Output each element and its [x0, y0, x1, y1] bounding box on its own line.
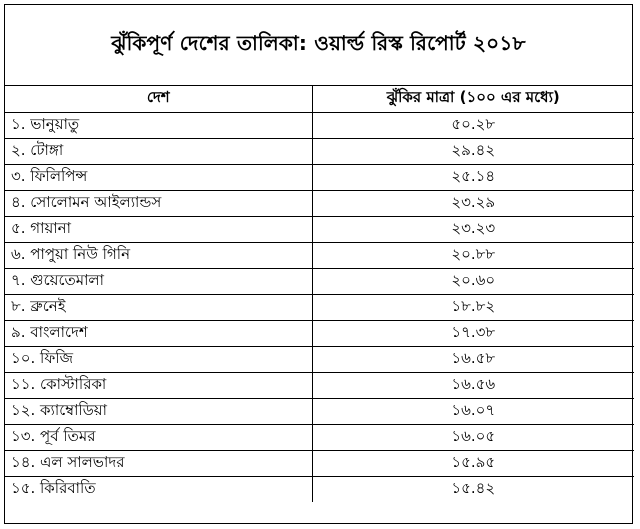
table-row	[5, 164, 634, 190]
risk-cell: ২৫.১৪	[312, 164, 634, 190]
table-title: ঝুঁকিপূর্ণ দেশের তালিকা: ওয়ার্ল্ড রিস্ক রিপোর্ট ২০১৮	[111, 30, 526, 55]
country-cell: ৭. গুয়েতেমালা	[5, 268, 312, 294]
country-cell: ৫. গায়ানা	[5, 216, 312, 242]
table-row	[5, 450, 634, 476]
risk-cell: ১৬.০৫	[312, 424, 634, 450]
table-row	[5, 216, 634, 242]
table-row	[5, 190, 634, 216]
header-country: দেশ	[5, 86, 312, 112]
country-cell: ১২. ক্যাম্বোডিয়া	[5, 398, 312, 424]
risk-cell: ১৫.৪২	[312, 476, 634, 502]
country-cell: ৩. ফিলিপিন্স	[5, 164, 312, 190]
country-cell: ১০. ফিজি	[5, 346, 312, 372]
risk-cell: ১৬.৫৬	[312, 372, 634, 398]
country-cell: ৬. পাপুয়া নিউ গিনি	[5, 242, 312, 268]
table-row	[5, 398, 634, 424]
table-row	[5, 294, 634, 320]
table-row	[5, 372, 634, 398]
country-cell: ১১. কোস্টারিকা	[5, 372, 312, 398]
risk-cell: ১৬.০৭	[312, 398, 634, 424]
table-row	[5, 424, 634, 450]
country-cell: ৯. বাংলাদেশ	[5, 320, 312, 346]
risk-cell: ২৩.২৩	[312, 216, 634, 242]
header-risk: ঝুঁকির মাত্রা (১০০ এর মধ্যে)	[312, 86, 634, 112]
country-cell: ৪. সোলোমন আইল্যান্ডস	[5, 190, 312, 216]
risk-cell: ২০.৮৮	[312, 242, 634, 268]
title-box	[5, 5, 632, 86]
risk-cell: ২৩.২৯	[312, 190, 634, 216]
table-row	[5, 320, 634, 346]
table-row	[5, 346, 634, 372]
table-row	[5, 476, 634, 502]
risk-cell: ৫০.২৮	[312, 112, 634, 138]
table-row	[5, 138, 634, 164]
table-row	[5, 242, 634, 268]
header-row	[5, 86, 634, 112]
country-cell: ১৩. পূর্ব তিমর	[5, 424, 312, 450]
risk-cell: ১৬.৫৮	[312, 346, 634, 372]
table-row	[5, 268, 634, 294]
risk-cell: ১৮.৮২	[312, 294, 634, 320]
risk-cell: ২০.৬০	[312, 268, 634, 294]
country-cell: ৮. ব্রুনেই	[5, 294, 312, 320]
risk-cell: ১৭.৩৮	[312, 320, 634, 346]
risk-cell: ১৫.৯৫	[312, 450, 634, 476]
country-cell: ১৫. কিরিবাতি	[5, 476, 312, 502]
risk-cell: ২৯.৪২	[312, 138, 634, 164]
country-cell: ১. ভানুয়াতু	[5, 112, 312, 138]
table-row	[5, 112, 634, 138]
country-cell: ২. টোঙ্গা	[5, 138, 312, 164]
risk-table-document	[4, 4, 633, 524]
risk-table	[5, 86, 634, 502]
country-cell: ১৪. এল সালভাদর	[5, 450, 312, 476]
